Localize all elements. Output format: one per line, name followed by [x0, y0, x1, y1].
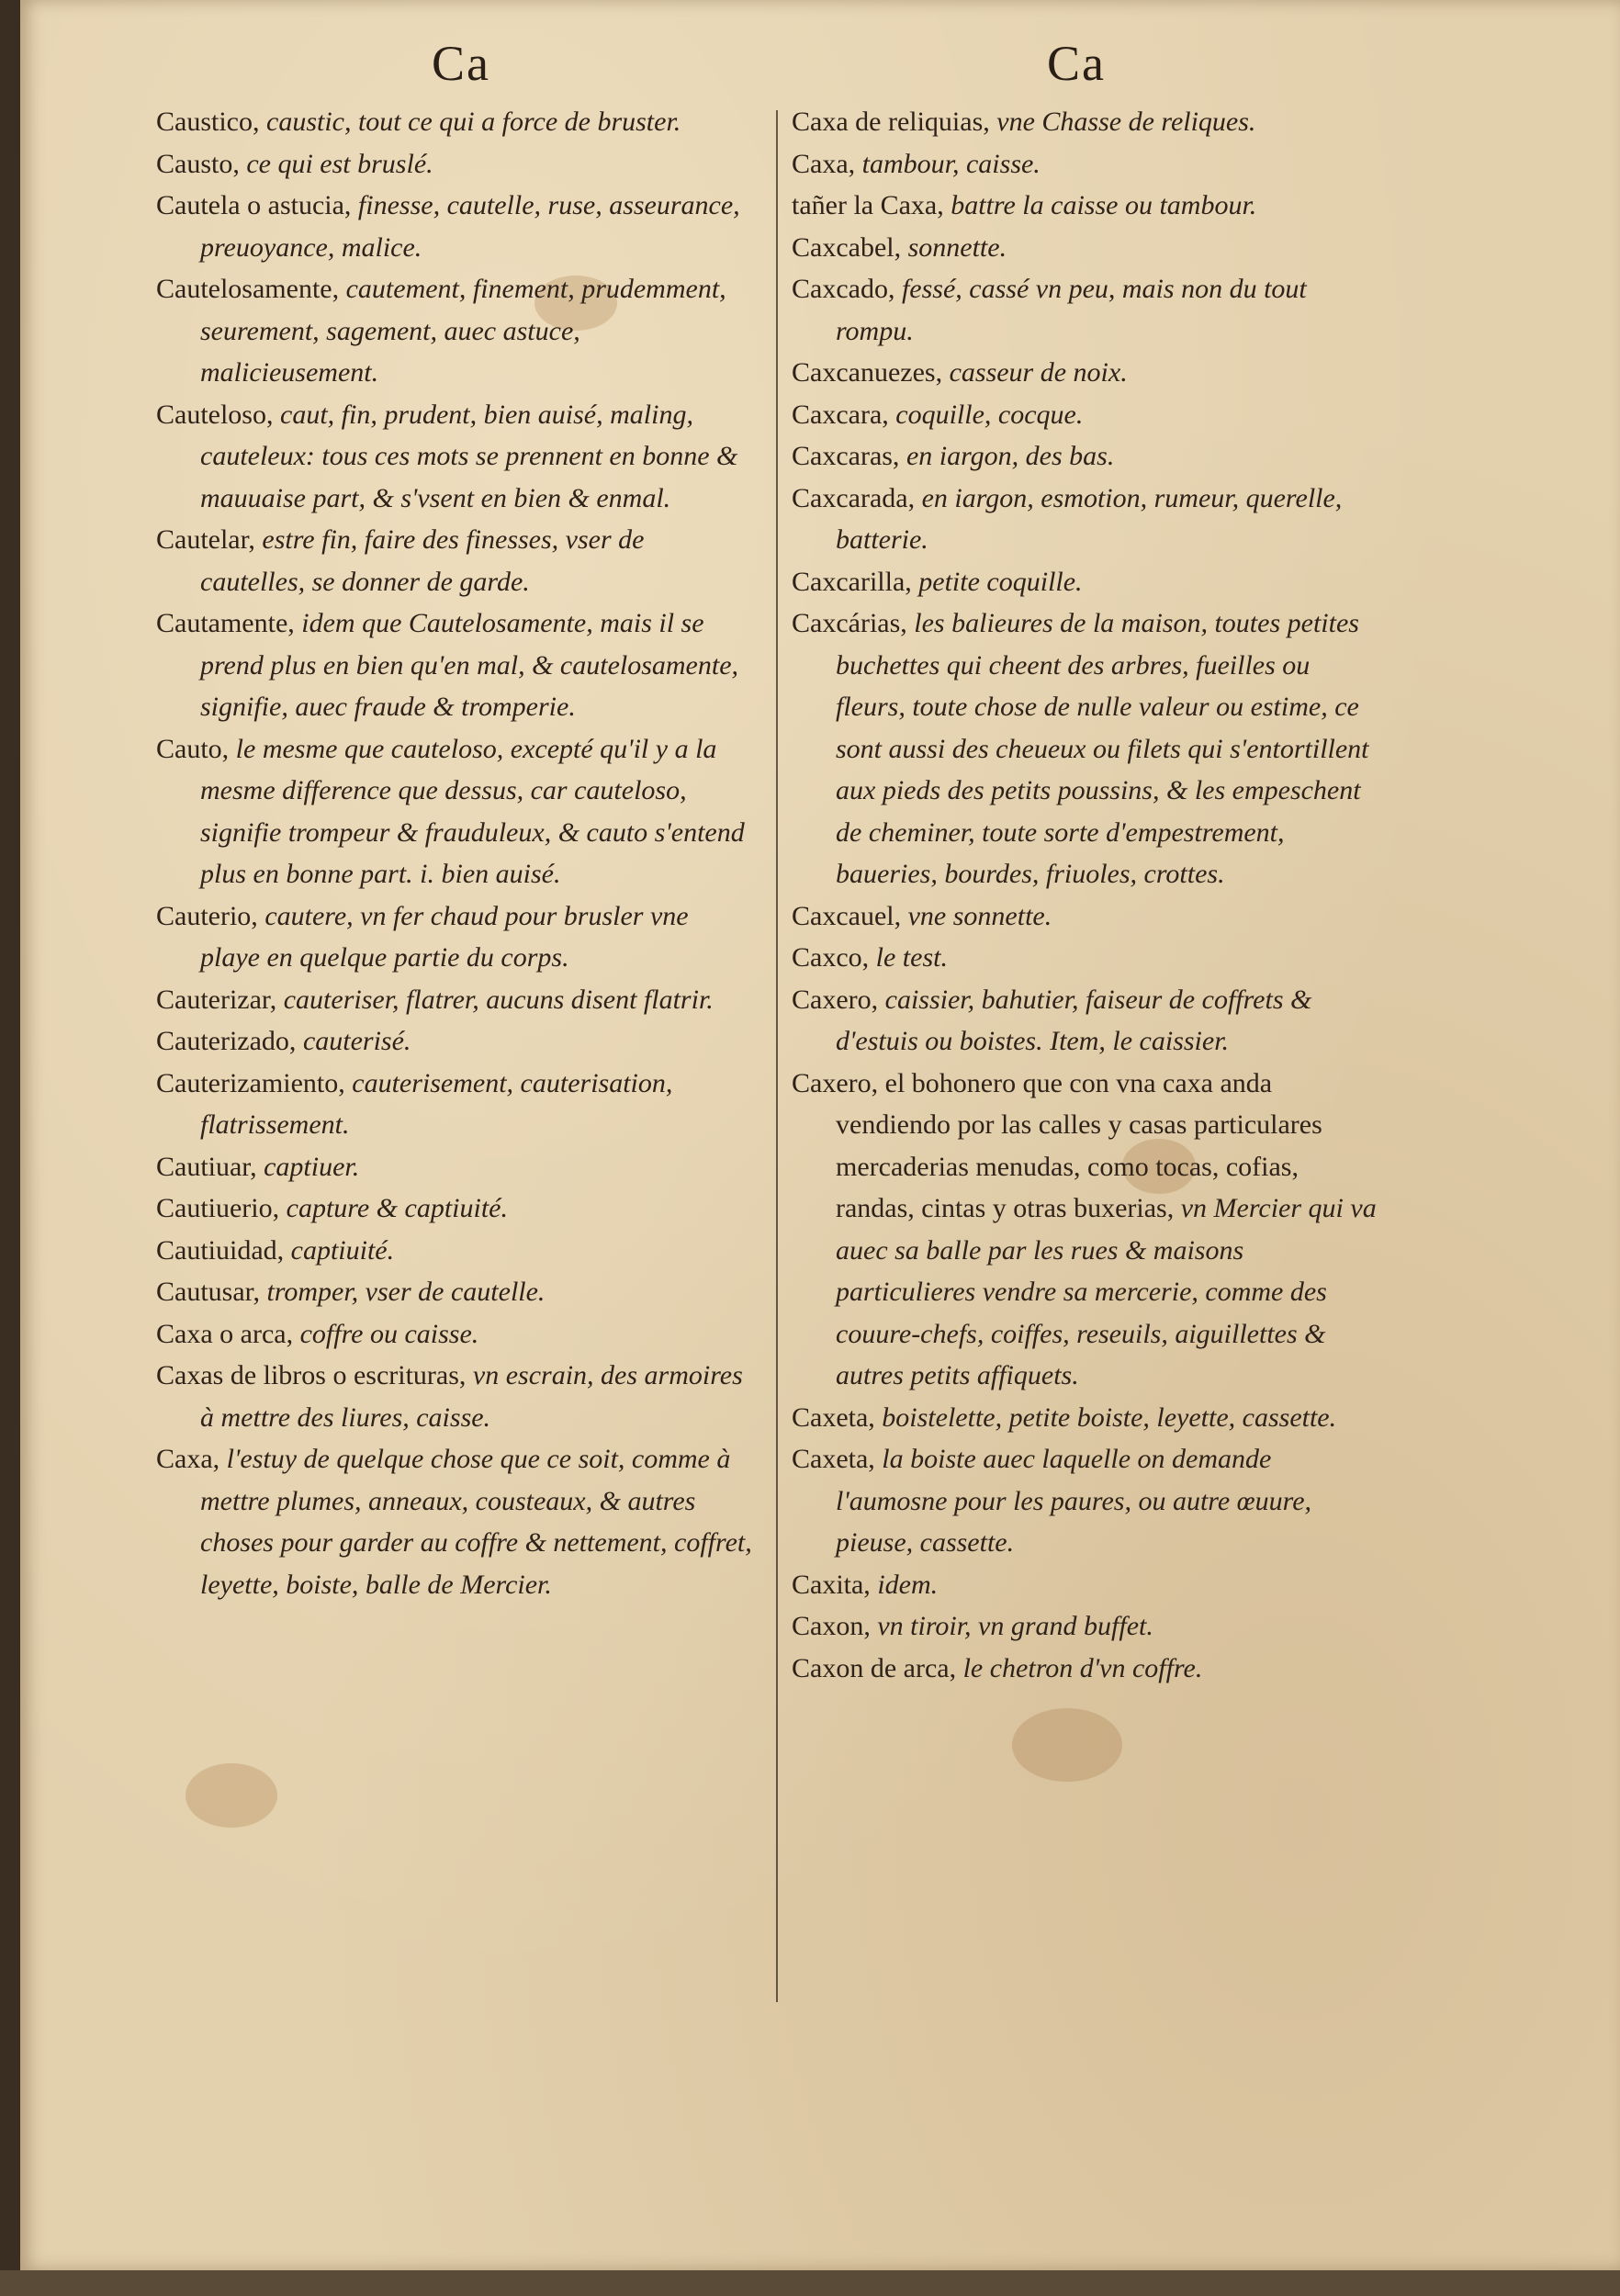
entry-headword: tañer la Caxa, — [792, 190, 944, 220]
entry-headword: Caxas de libros o escrituras, — [156, 1360, 467, 1390]
dictionary-entry — [156, 1438, 753, 1605]
dictionary-entry — [156, 1230, 753, 1272]
entry-translation: boistelette, petite boiste, leyette, cassette. — [874, 1401, 1337, 1433]
entry-translation: en iargon, esmotion, rumeur, querelle, batterie. — [836, 482, 1343, 555]
dictionary-entry — [792, 937, 1379, 979]
entry-headword: Caxero, el bohonero que con vna caxa anda vendiendo por las calles y casas particulares mercaderias menudas, como tocas, cofias, randas, cintas y otras buxerias, — [792, 1067, 1322, 1223]
entry-translation: cauterisement, cauterisation, flatrissement. — [200, 1067, 673, 1140]
entry-headword: Cauteloso, — [156, 399, 274, 430]
entry-translation: cauteriser, flatrer, aucuns disent flatrir. — [276, 984, 714, 1015]
entry-translation: capture & captiuité. — [279, 1193, 508, 1223]
entry-translation: captiuer. — [256, 1151, 360, 1182]
entry-translation: l'estuy de quelque chose que ce soit, comme à mettre plumes, anneaux, cousteaux, & autres choses pour garder au coffre & nettement, coffret, leyette, boiste, balle de Mercier. — [200, 1444, 752, 1600]
entry-headword: Caxa, — [156, 1444, 220, 1474]
dictionary-entry — [792, 101, 1379, 143]
book-spine-shadow — [0, 0, 22, 2296]
entry-translation: le chetron d'vn coffre. — [956, 1652, 1203, 1683]
dictionary-entry — [156, 1187, 753, 1230]
entry-headword: Cauterizado, — [156, 1026, 297, 1056]
entry-translation: idem que Cautelosamente, mais il se prend plus en bien qu'en mal, & cautelosamente, signifie, auec fraude & tromperie. — [200, 608, 739, 722]
entry-headword: Cautiuerio, — [156, 1193, 280, 1223]
dictionary-entry — [792, 1605, 1379, 1648]
entry-headword: Caxcado, — [792, 274, 895, 304]
entry-translation: vn Mercier qui va auec sa balle par les rues & maisons particulieres vendre sa mercerie, comme des couure-chefs, coiffes, reseuils, aiguillettes & autres petits affiquets. — [836, 1193, 1377, 1390]
dictionary-entry — [792, 561, 1379, 603]
dictionary-entry — [156, 1313, 753, 1356]
dictionary-entry — [156, 394, 753, 520]
entry-translation: caustic, tout ce qui a force de bruster. — [259, 107, 681, 137]
foxing-stain — [1012, 1708, 1122, 1782]
entry-headword: Cautiuar, — [156, 1151, 257, 1182]
entry-translation: tambour, caisse. — [855, 148, 1041, 179]
entry-headword: Caxon, — [792, 1611, 871, 1641]
entry-translation: vn tiroir, vn grand buffet. — [870, 1611, 1153, 1641]
dictionary-entry — [156, 268, 753, 394]
dictionary-entry — [156, 185, 753, 268]
entry-headword: Cautelosamente, — [156, 274, 340, 304]
entry-translation: coffre ou caisse. — [293, 1318, 479, 1349]
entry-headword: Caustico, — [156, 107, 260, 137]
entry-translation: captiuité. — [284, 1234, 395, 1266]
entry-headword: Cautela o astucia, — [156, 190, 352, 220]
entry-headword: Caxco, — [792, 942, 870, 973]
entry-headword: Cautamente, — [156, 608, 295, 638]
entry-headword: Caxita, — [792, 1569, 871, 1600]
entry-headword: Causto, — [156, 148, 240, 179]
entry-headword: Caxeta, — [792, 1444, 875, 1474]
entry-translation: ce qui est bruslé. — [239, 148, 433, 179]
dictionary-entry — [792, 1438, 1379, 1564]
dictionary-entry — [792, 227, 1379, 269]
entry-headword: Caxcaras, — [792, 441, 900, 471]
entry-headword: Caxcarilla, — [792, 566, 912, 597]
dictionary-entry — [156, 143, 753, 186]
dictionary-entry — [156, 728, 753, 895]
dictionary-entry — [156, 1355, 753, 1438]
entry-translation: cautement, finement, prudemment, seurement, sagement, auec astuce, malicieusement. — [200, 274, 726, 388]
dictionary-entry — [792, 185, 1379, 227]
entry-translation: la boiste auec laquelle on demande l'aumosne pour les paures, ou autre œuure, pieuse, cassette. — [836, 1444, 1312, 1558]
page-bottom-edge — [0, 2270, 1620, 2296]
entry-translation: sonnette. — [901, 231, 1007, 263]
entry-translation: casseur de noix. — [942, 357, 1128, 388]
entry-translation: cauterisé. — [296, 1026, 411, 1056]
entry-translation: cautere, vn fer chaud pour brusler vne playe en quelque partie du corps. — [200, 900, 689, 973]
entry-translation: vne sonnette. — [901, 900, 1052, 931]
dictionary-entry — [792, 352, 1379, 394]
dictionary-entry — [156, 1063, 753, 1146]
entry-headword: Cautusar, — [156, 1277, 260, 1307]
entry-headword: Caxeta, — [792, 1401, 875, 1433]
dictionary-entry — [156, 519, 753, 602]
entry-translation: tromper, vser de cautelle. — [259, 1277, 546, 1307]
entry-headword: Caxon de arca, — [792, 1652, 957, 1683]
dictionary-entry — [792, 1648, 1379, 1690]
entry-translation: finesse, cautelle, ruse, asseurance, preuoyance, malice. — [200, 190, 740, 263]
entry-headword: Cauterio, — [156, 900, 258, 931]
entry-translation: idem. — [870, 1569, 939, 1600]
dictionary-entry — [792, 1063, 1379, 1397]
entry-headword: Cauterizamiento, — [156, 1067, 345, 1098]
entry-translation: le test. — [869, 942, 948, 973]
entry-translation: fessé, cassé vn peu, mais non du tout rompu. — [836, 274, 1307, 346]
entry-translation: coquille, cocque. — [888, 399, 1084, 430]
entry-headword: Cauto, — [156, 733, 230, 764]
entry-headword: Caxcarada, — [792, 482, 916, 513]
dictionary-entry — [156, 895, 753, 979]
foxing-stain — [186, 1763, 277, 1828]
running-head-right: Ca — [1047, 36, 1106, 91]
entry-translation: caissier, bahutier, faiseur de coffrets & d'estuis ou boistes. Item, le caissier. — [836, 984, 1312, 1056]
entry-headword: Caxa de reliquias, — [792, 107, 990, 137]
entry-headword: Caxcabel, — [792, 231, 902, 263]
entry-headword: Caxa, — [792, 148, 856, 179]
dictionary-entry — [792, 394, 1379, 436]
dictionary-entry — [156, 602, 753, 728]
entry-headword: Caxcárias, — [792, 608, 907, 638]
dictionary-entry — [156, 1146, 753, 1188]
entry-translation: en iargon, des bas. — [899, 441, 1115, 471]
entry-translation: petite coquille. — [911, 566, 1083, 597]
dictionary-entry — [792, 268, 1379, 352]
entry-translation: les balieures de la maison, toutes petites buchettes qui cheent des arbres, fueilles ou fleurs, toute chose de nulle valeur ou estime, ce sont aussi des cheueux ou filets qui s'entortillent aux pieds des petits poussins, & les empeschent de cheminer, toute sorte d'empestrement, baueries, bourdes, friuoles, crottes. — [836, 608, 1369, 889]
entry-headword: Cautelar, — [156, 524, 255, 555]
entry-headword: Caxcanuezes, — [792, 357, 943, 388]
right-column — [792, 101, 1379, 1689]
running-head-left: Ca — [432, 36, 490, 91]
entry-translation: caut, fin, prudent, bien auisé, maling, cauteleux: tous ces mots se prennent en bonne & mauuaise part, & s'vsent en bien & enmal. — [200, 399, 738, 513]
dictionary-entry — [792, 435, 1379, 478]
entry-translation: vne Chasse de reliques. — [989, 107, 1256, 137]
dictionary-entry — [792, 478, 1379, 561]
entry-headword: Cautiuidad, — [156, 1234, 285, 1266]
entry-translation: battre la caisse ou tambour. — [943, 190, 1257, 220]
entry-translation: vn escrain, des armoires à mettre des liures, caisse. — [200, 1360, 743, 1433]
entry-headword: Caxcara, — [792, 399, 889, 430]
dictionary-entry — [156, 979, 753, 1021]
dictionary-entry — [156, 101, 753, 143]
dictionary-entry — [156, 1271, 753, 1313]
dictionary-entry — [792, 1397, 1379, 1439]
dictionary-entry — [792, 979, 1379, 1063]
dictionary-entry — [792, 143, 1379, 186]
entry-headword: Caxero, — [792, 984, 879, 1015]
entry-translation: estre fin, faire des finesses, vser de cautelles, se donner de garde. — [200, 524, 645, 597]
dictionary-entry — [792, 895, 1379, 938]
left-column — [156, 101, 753, 1605]
entry-headword: Caxcauel, — [792, 900, 902, 931]
dictionary-entry — [792, 1564, 1379, 1606]
dictionary-entry — [792, 602, 1379, 895]
column-divider — [776, 110, 778, 2002]
dictionary-entry — [156, 1020, 753, 1063]
entry-headword: Caxa o arca, — [156, 1318, 294, 1349]
entry-headword: Cauterizar, — [156, 984, 277, 1015]
entry-translation: le mesme que cauteloso, excepté qu'il y a la mesme difference que dessus, car cauteloso, signifie trompeur & frauduleux, & cauto s'entend plus en bonne part. i. bien auisé. — [200, 733, 745, 889]
